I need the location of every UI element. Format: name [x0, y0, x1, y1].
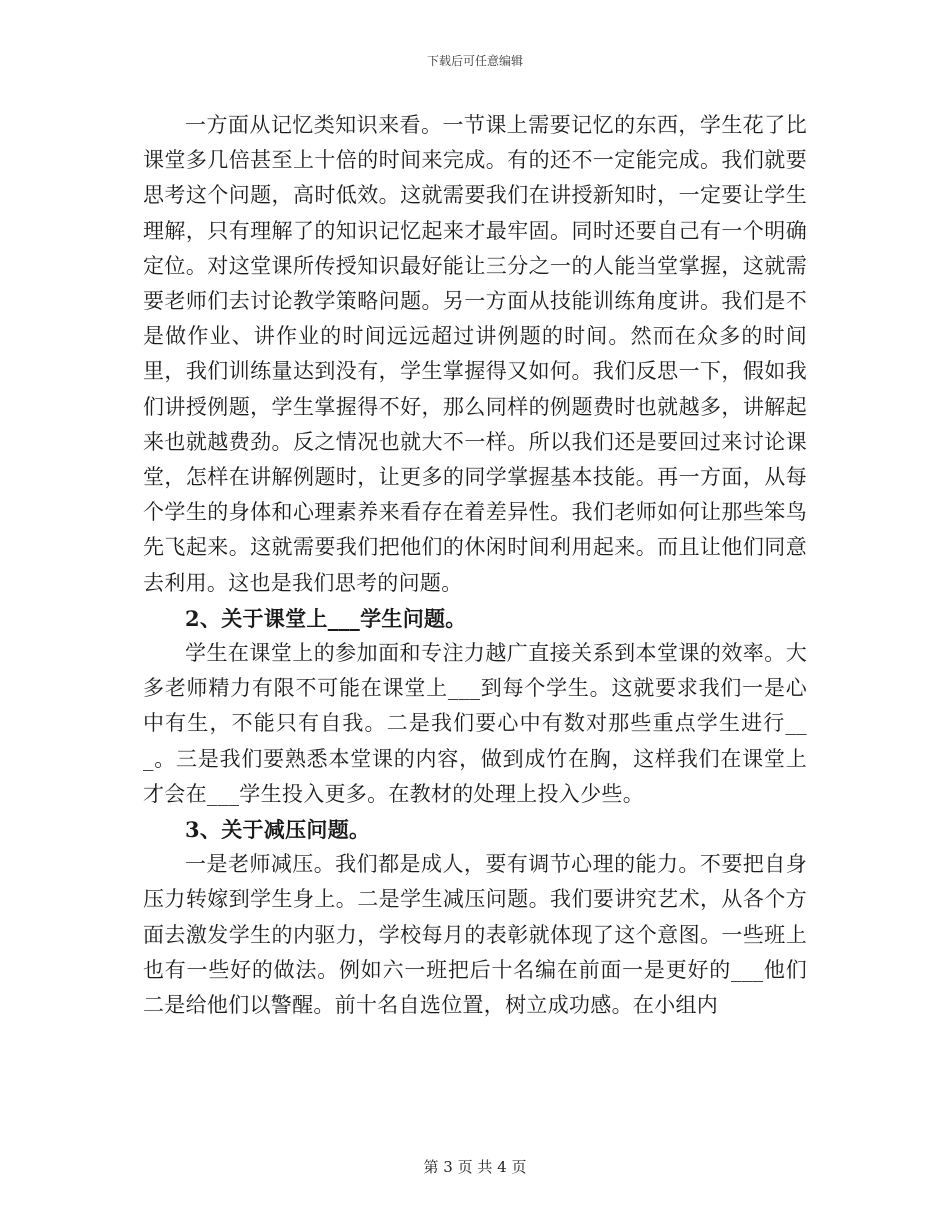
paragraph-classroom-students: 学生在课堂上的参加面和专注力越广直接关系到本堂课的效率。大多老师精力有限不可能在课堂上___到每个学生。这就要求我们一是心中有生，不能只有自我。二是我们要心中有数对那些重点学生进行___。三是我们要熟悉本堂课的内容，做到成竹在胸，这样我们在课堂上才会在___学生投入更多。在教材的处理上投入少些。 [143, 641, 807, 806]
paragraph-stress-relief: 一是老师减压。我们都是成人，要有调节心理的能力。不要把自身压力转嫁到学生身上。二是学生减压问题。我们要讲究艺术，从各个方面去激发学生的内驱力，学校每月的表彰就体现了这个意图。一些班上也有一些好的做法。例如六一班把后十名编在前面一是更好的___他们二是给他们以警醒。前十名自选位置，树立成功感。在小组内 [143, 852, 807, 1018]
page-number-footer: 第 3 页 共 4 页 [423, 1158, 527, 1176]
page-header: 下载后可任意编辑 [426, 54, 523, 68]
paragraph-memory-skills: 一方面从记忆类知识来看。一节课上需要记忆的东西，学生花了比课堂多几倍甚至上十倍的时间来完成。有的还不一定能完成。我们就要思考这个问题，高时低效。这就需要我们在讲授新知时，一定要让学生理解，只有理解了的知识记忆起来才最牢固。同时还要自己有一个明确定位。对这堂课所传授知识最好能让三分之一的人能当堂掌握，这就需要老师们去讨论教学策略问题。另一方面从技能训练角度讲。我们是不是做作业、讲作业的时间远远超过讲例题的时间。然而在众多的时间里，我们训练量达到没有，学生掌握得又如何。我们反思一下，假如我们讲授例题，学生掌握得不好，那么同样的例题费时也就越多，讲解起来也就越费劲。反之情况也就大不一样。所以我们还是要回过来讨论课堂，怎样在讲解例题时，让更多的同学掌握基本技能。再一方面，从每个学生的身体和心理素养来看存在着差异性。我们老师如何让那些笨鸟先飞起来。这就需要我们把他们的休闲时间利用起来。而且让他们同意去利用。这也是我们思考的问题。 [143, 113, 807, 595]
document-body [143, 108, 807, 1023]
section-heading-3: 3、关于减压问题。 [185, 817, 371, 843]
section-heading-2: 2、关于课堂上___学生问题。 [185, 605, 467, 631]
